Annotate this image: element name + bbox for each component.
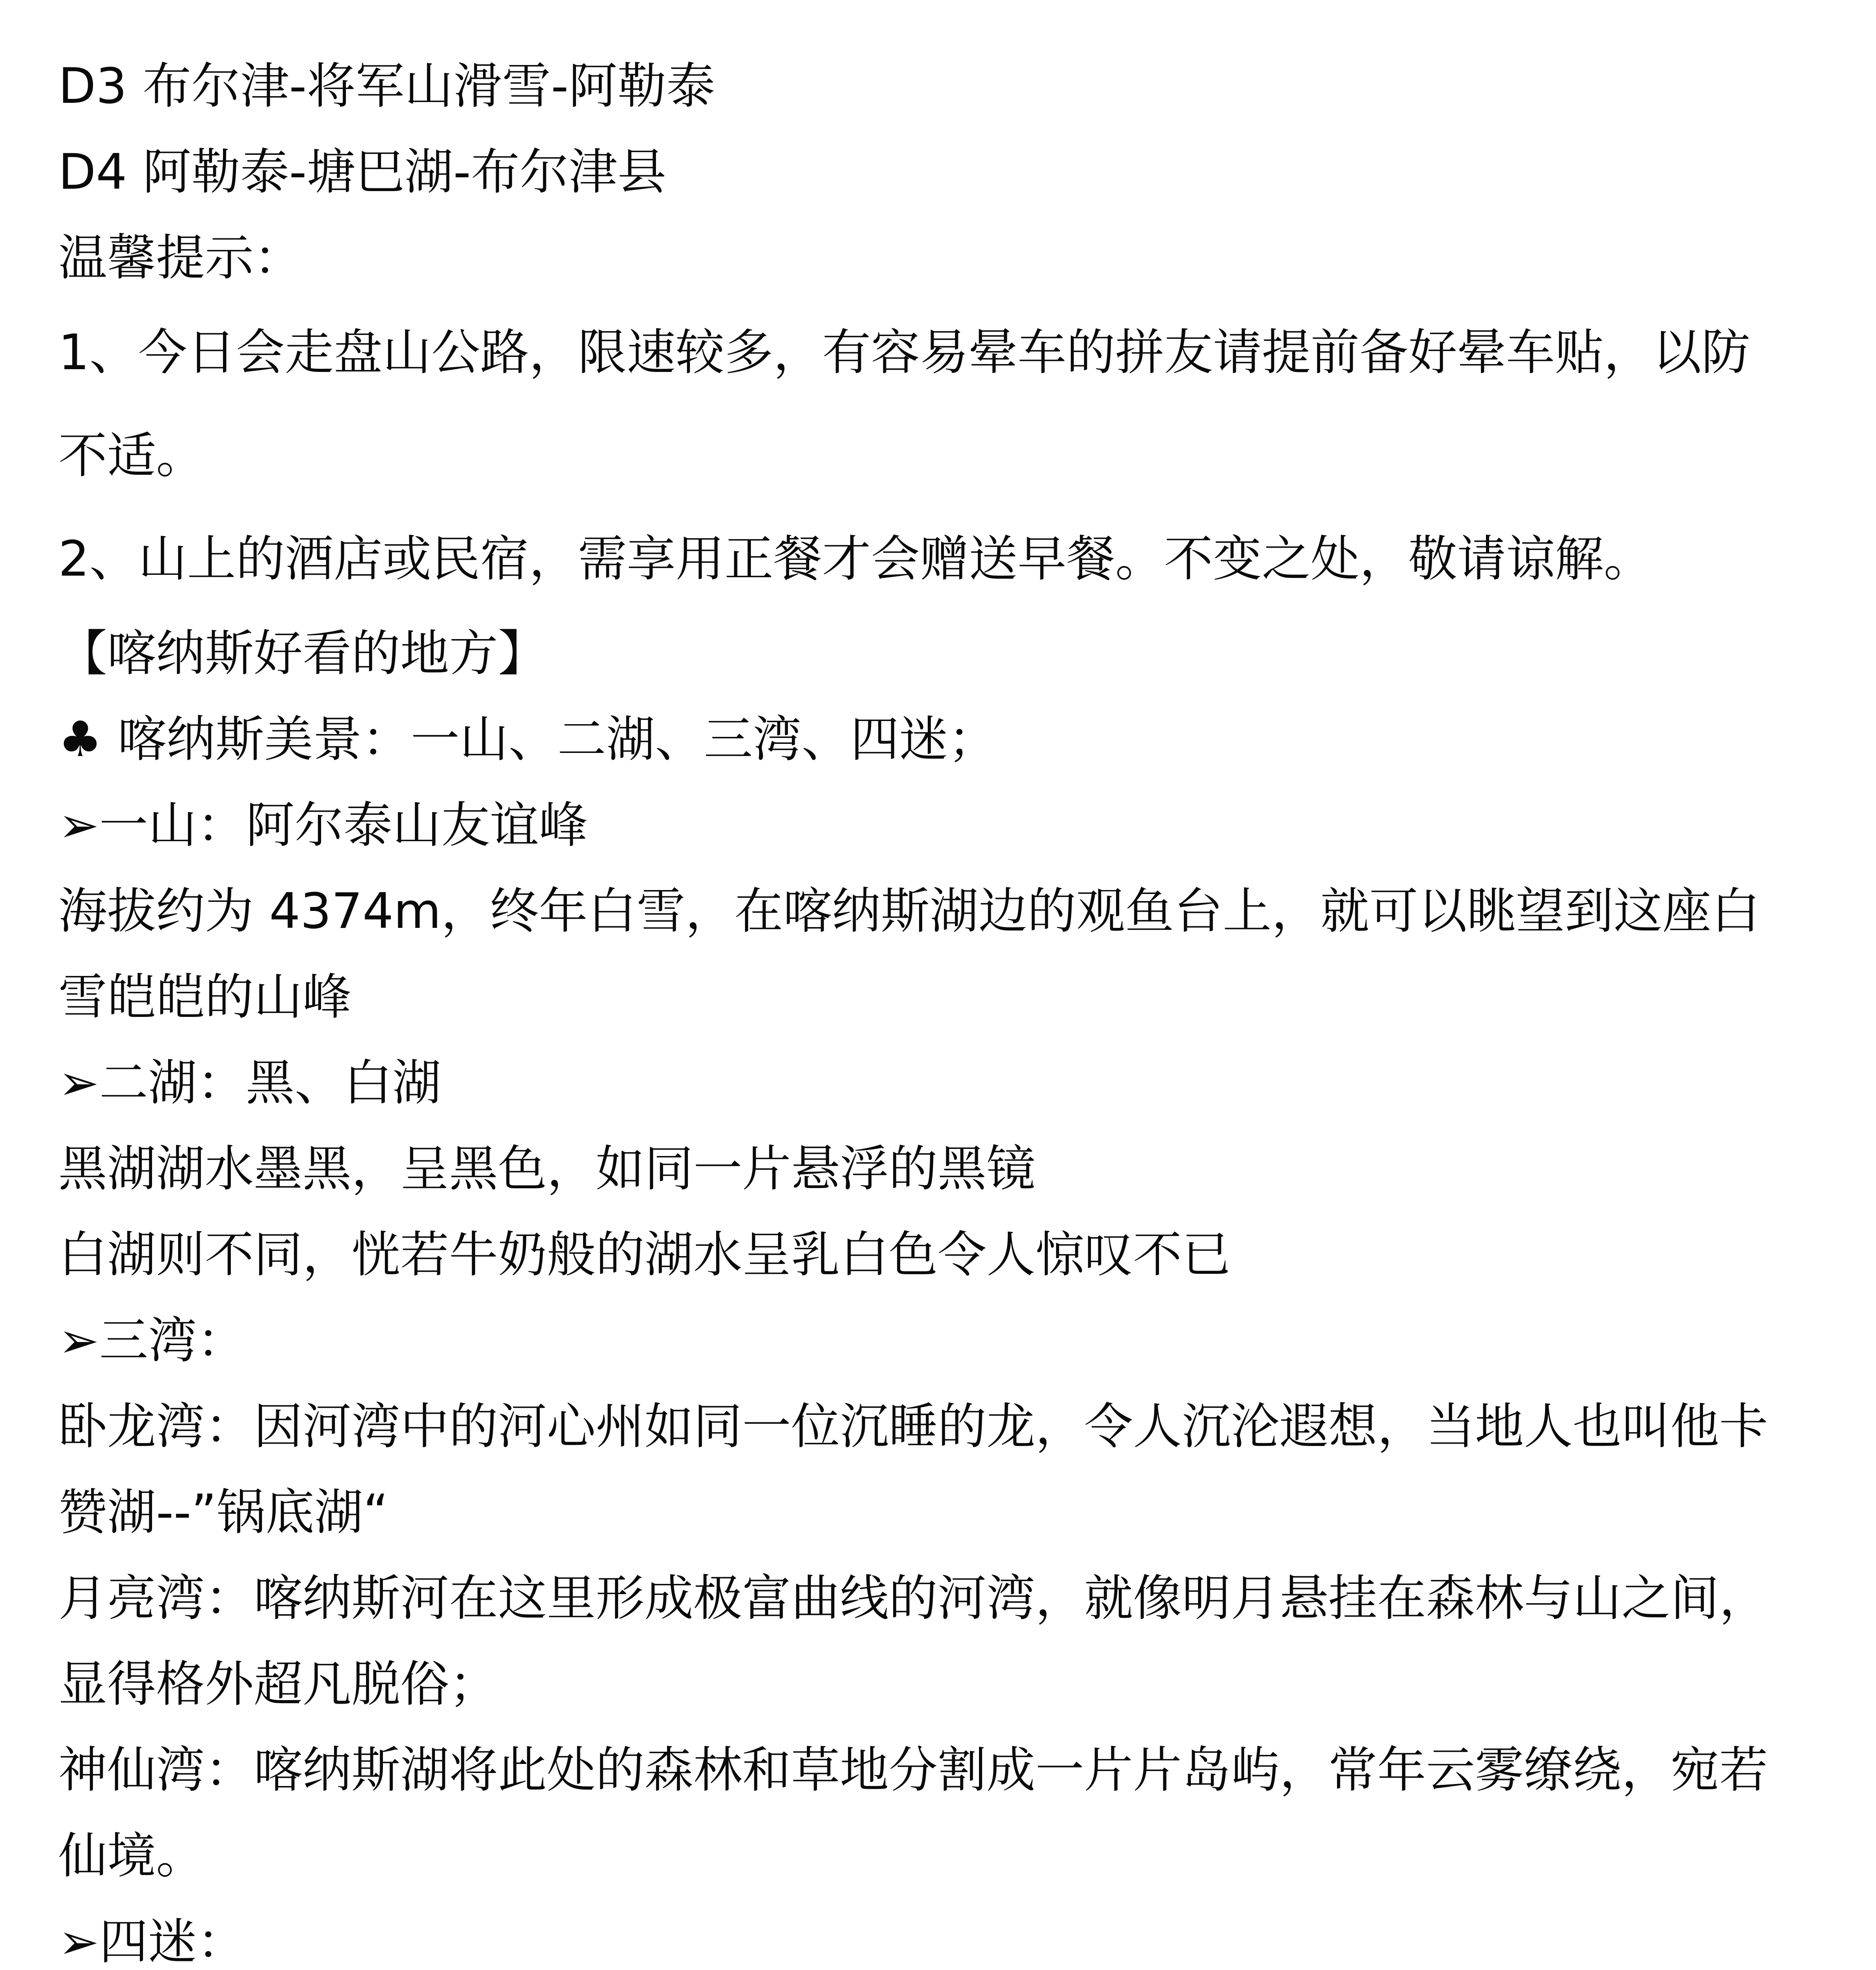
mysteries-heading: ➢四迷：	[58, 1914, 246, 1970]
mountain-desc-line-1: 海拔约为 4374m，终年白雪，在喀纳斯湖边的观鱼台上，就可以眺望到这座白	[58, 883, 1760, 940]
tip-2: 2、山上的酒店或民宿，需享用正餐才会赠送早餐。不变之处，敬请谅解。	[58, 531, 1653, 587]
white-lake-desc: 白湖则不同，恍若牛奶般的湖水呈乳白色令人惊叹不已	[58, 1227, 1231, 1283]
document-page	[58, 43, 1821, 1970]
fairy-bay-line-1: 神仙湾：喀纳斯湖将此处的森林和草地分割成一片片岛屿，常年云雾缭绕，宛若	[58, 1742, 1768, 1799]
itinerary-day-3: D3 布尔津-将军山滑雪-阿勒泰	[58, 58, 715, 115]
fairy-bay-line-2: 仙境。	[58, 1828, 205, 1885]
tip-1-line-2: 不适。	[58, 427, 205, 484]
bays-heading: ➢三湾：	[58, 1312, 246, 1369]
wolong-bay-line-2: 赞湖--”锅底湖“	[58, 1484, 388, 1541]
mountain-desc-line-2: 雪皑皑的山峰	[58, 969, 352, 1026]
itinerary-day-4: D4 阿勒泰-塘巴湖-布尔津县	[58, 144, 667, 201]
lakes-heading: ➢二湖：黑、白湖	[58, 1055, 441, 1111]
tips-heading: 温馨提示：	[58, 230, 303, 286]
mountain-heading: ➢一山：阿尔泰山友谊峰	[58, 797, 588, 854]
tip-1-line-1: 1、今日会走盘山公路，限速较多，有容易晕车的拼友请提前备好晕车贴，以防	[58, 324, 1750, 381]
black-lake-desc: 黑湖湖水墨黑，呈黑色，如同一片悬浮的黑镜	[58, 1141, 1036, 1197]
highlights-summary: ♣ 喀纳斯美景：一山、二湖、三湾、四迷；	[58, 711, 997, 768]
section-heading: 【喀纳斯好看的地方】	[58, 625, 547, 682]
moon-bay-line-2: 显得格外超凡脱俗；	[58, 1656, 498, 1713]
moon-bay-line-1: 月亮湾：喀纳斯河在这里形成极富曲线的河湾，就像明月悬挂在森林与山之间，	[58, 1570, 1768, 1627]
wolong-bay-line-1: 卧龙湾：因河湾中的河心州如同一位沉睡的龙，令人沉沦遐想，当地人也叫他卡	[58, 1398, 1768, 1455]
